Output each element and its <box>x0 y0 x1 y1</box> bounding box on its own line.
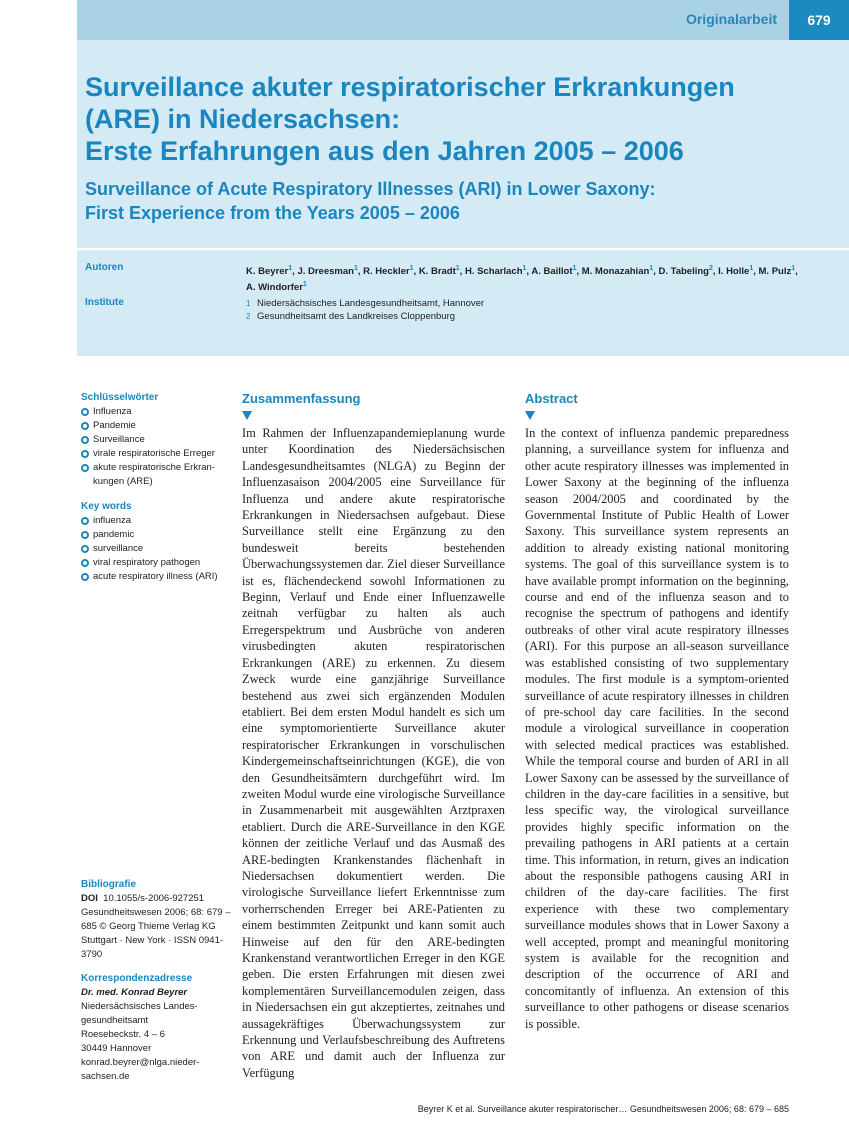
zusammenfassung-text: Im Rahmen der Influenzapandemieplanung wurde unter Koordination des Niedersächsischen Landesgesundheitsamtes (NLGA) zu Beginn der Influenzasaison 2004/2005 eine Surveillance für Influenza und andere akute respiratorische Erkrankungen in Niedersachsen aufgebaut. Diese Surveillance stellt eine Ergänzung zu den bundesweit bereits bestehenden Überwachungssystemen dar. Ziel dieser Surveillance ist es, flächendeckend sowohl Informationen zu Beginn, Verlauf und Ende einer Influenzawelle zeitnah verfügbar zu halten als auch Erregerspektrum und Ausbrüche von anderen virusbedingten akuten respiratorischen Erkrankungen (ARE) zu erkennen. Zu diesem Zweck wurde eine ganzjährige Surveillance bestehend aus zwei sich ergänzenden Modulen etabliert. Bei dem ersten Modul handelt es sich um eine symptomorientierte Surveillance akuter respiratorischer Erkrankungen in vorschulischen Kindergemeinschaftseinrichtungen (KGE), die von den Gesundheitsämtern durchgeführt wird. Im zweiten Modul wurde eine virologische Surveillance in Zusammenarbeit mit ausgewählten Arztpraxen etabliert. Durch die ARE-Surveillance in den KGE können der zeitliche Verlauf und das Ausmaß des ARE-bedingten Krankenstandes flächenhaft in Niedersachsen dokumentiert werden. Die virologische Surveillance liefert Erkenntnisse zum vorherrschenden Erreger bei ARE-Patienten zu einem bestimmten Zeitpunkt und kann somit auch Hinweise auf den für den ARE-bedingten Krankenstand verantwortlichen Erreger in den KGE geben. Die ersten Erfahrungen mit diesen zwei komplementären Surveillancemodulen zeigen, dass in Niedersachsen ein gut akzeptiertes, zeitnahes und aussagekräftiges Überwachungssystem zur Erkennung und Verlaufsbeschreibung des Auftretens von ARE und damit auch der Influenza zur Verfügung <box>242 426 505 1080</box>
affiliation-number: 1 <box>749 265 754 272</box>
affiliation-number: 1 <box>302 281 307 289</box>
keyword-text: akute respiratorische Erkrankungen (ARE) <box>93 462 215 487</box>
doi: 10.1055/s-2006-927251 <box>103 893 205 904</box>
keyword-text: surveillance <box>93 543 144 554</box>
bibliography <box>81 892 231 962</box>
title-line: Surveillance akuter respiratorischer Erkrankungen <box>85 72 735 102</box>
bullet-icon <box>81 559 89 567</box>
title-english <box>85 177 805 225</box>
author-name: J. Dreesman$^1$, <box>297 265 361 278</box>
institute <box>246 310 484 323</box>
author-list <box>246 262 806 294</box>
keyword-item <box>81 514 231 528</box>
author-name: K. Beyrer$^1$, <box>246 265 295 278</box>
keyword-text: Surveillance <box>93 434 145 445</box>
bullet-icon <box>81 408 89 416</box>
doi-label: DOI <box>81 893 98 904</box>
bullet-icon <box>81 422 89 430</box>
author-name: R. Heckler$^1$, <box>363 265 417 278</box>
divider <box>77 248 849 250</box>
abstract-heading: Abstract <box>525 391 578 406</box>
keywords-en-heading: Key words <box>81 501 132 512</box>
biblio-heading: Bibliografie <box>81 879 137 890</box>
author-name: A. Baillot$^1$, <box>531 265 580 278</box>
triangle-down-icon <box>525 411 535 420</box>
affiliation-number: 2 <box>708 265 713 272</box>
author-name: M. Pulz$^1$, <box>758 265 798 278</box>
keyword-text: acute respiratory illness (ARI) <box>93 571 218 582</box>
address-line: 30449 Hannover <box>81 1043 152 1054</box>
authors-label: Autoren <box>85 262 124 273</box>
bullet-icon <box>81 436 89 444</box>
keywords-en-list <box>81 514 231 584</box>
institute-name: Gesundheitsamt des Landkreises Cloppenburg <box>257 311 456 322</box>
keyword-item <box>81 570 231 584</box>
page-number: 679 <box>789 0 849 40</box>
keyword-item <box>81 461 231 489</box>
keywords-de-heading: Schlüsselwörter <box>81 392 159 403</box>
keyword-item <box>81 447 231 461</box>
address-line: Niedersächsisches Landesgesundheitsamt <box>81 1001 198 1026</box>
institute-name: Niedersächsisches Landesgesundheitsamt, Hannover <box>257 298 485 309</box>
section-label: Originalarbeit <box>685 11 777 27</box>
author-name: A. Windorfer$^1$ <box>246 281 307 294</box>
affiliation-number: 1 <box>409 265 414 272</box>
keyword-item <box>81 419 231 433</box>
correspondence-name: Dr. med. Konrad Beyrer <box>81 987 188 998</box>
author-name: H. Scharlach$^1$, <box>464 265 530 278</box>
bullet-icon <box>81 517 89 525</box>
affiliation-number: 1 <box>649 265 654 272</box>
keyword-text: viral respiratory pathogen <box>93 557 201 568</box>
affiliation-number: 1 <box>791 265 796 272</box>
keyword-text: Influenza <box>93 406 132 417</box>
bullet-icon <box>81 573 89 581</box>
title-line: First Experience from the Years 2005 – 2006 <box>85 203 460 223</box>
title-german <box>85 71 805 167</box>
affiliation-number: 1 <box>353 265 358 272</box>
bullet-icon <box>81 450 89 458</box>
affiliation-number: 1 <box>288 265 293 272</box>
keyword-text: pandemic <box>93 529 135 540</box>
keyword-text: influenza <box>93 515 132 526</box>
keywords-de-list <box>81 405 231 489</box>
bullet-icon <box>81 545 89 553</box>
keyword-item <box>81 542 231 556</box>
keyword-item <box>81 405 231 419</box>
author-name: K. Bradt$^1$, <box>418 265 463 278</box>
title-line: Erste Erfahrungen aus den Jahren 2005 – 2006 <box>85 136 684 166</box>
bullet-icon <box>81 531 89 539</box>
zusammenfassung-heading: Zusammenfassung <box>242 391 361 406</box>
citation: Gesundheitswesen 2006; 68: 679 – 685 © Georg Thieme Verlag KG Stuttgart · New York · ISSN 0941-3790 <box>81 907 231 960</box>
affiliation-number: 1 <box>455 265 460 272</box>
address-line: Roesebeckstr. 4 – 6 <box>81 1029 165 1040</box>
triangle-down-icon <box>242 411 252 420</box>
affiliation-number: 1 <box>522 265 527 272</box>
keyword-item <box>81 528 231 542</box>
affiliation-number: 1 <box>572 265 577 272</box>
correspondence-address <box>81 986 231 1084</box>
author-name: D. Tabeling$^2$, <box>658 265 716 278</box>
email-link[interactable]: konrad.beyrer@nlga.niedersachsen.de <box>81 1057 200 1082</box>
correspondence-heading: Korrespondenzadresse <box>81 973 193 984</box>
keyword-item <box>81 433 231 447</box>
keyword-text: Pandemie <box>93 420 136 431</box>
bullet-icon <box>81 464 89 472</box>
institute-number: 2 <box>246 312 251 321</box>
keyword-item <box>81 556 231 570</box>
title-line: (ARE) in Niedersachsen: <box>85 104 401 134</box>
author-name: I. Holle$^1$, <box>718 265 756 278</box>
abstract-text: In the context of influenza pandemic preparedness planning, a surveillance system for influenza and other acute respiratory illnesses was implemented in Lower Saxony at the beginning of the influenza season 2004/2005 and coordinated by the Governmental Institute of Public Health of Lower Saxony. This surveillance system represents an addition to already existing national monitoring systems. The goal of this surveillance system is to have available prompt information on the beginning, course and end of the influenza season and to recognise the spectrum of pathogens and identify outbreaks of other viral acute respiratory illnesses (ARI). For this purpose an all-season surveillance was established consisting of two supplementary modules. The first module is a symptom-oriented surveillance of acute respiratory illnesses in children of pre-school day care facilities. In the second module a virological surveillance in cooperation with selected medical practices was established. While the temporal course and burden of ARI in all Lower Saxony can be assessed by the surveillance of children in the day-care facilities in a sensitive, but less specific way, the virological surveillance provides highly specific information on the prevailing pathogens in ARI patients at a certain time. This information, in return, gives an indication about the responsible pathogens causing ARI in children of the day-care facilities. The first experience with these two complementary surveillance modules shows that in Lower Saxony a well accepted, prompt and meaningful monitoring system is available for the recognition and description of the occurrence of ARI and concomitantly of influenza. An extension of this surveillance to other pathogens or disease scenarios is possible. <box>525 426 789 1031</box>
institute <box>246 297 484 310</box>
running-footer: Beyrer K et al. Surveillance akuter respiratorischer… Gesundheitswesen 2006; 68: 679 – 685 <box>417 1104 789 1114</box>
institute-number: 1 <box>246 299 251 308</box>
title-line: Surveillance of Acute Respiratory Illnesses (ARI) in Lower Saxony: <box>85 179 656 199</box>
institute-list <box>246 297 484 323</box>
author-name: M. Monazahian$^1$, <box>581 265 656 278</box>
keyword-text: virale respiratorische Erreger <box>93 448 215 459</box>
institutes-label: Institute <box>85 297 124 308</box>
